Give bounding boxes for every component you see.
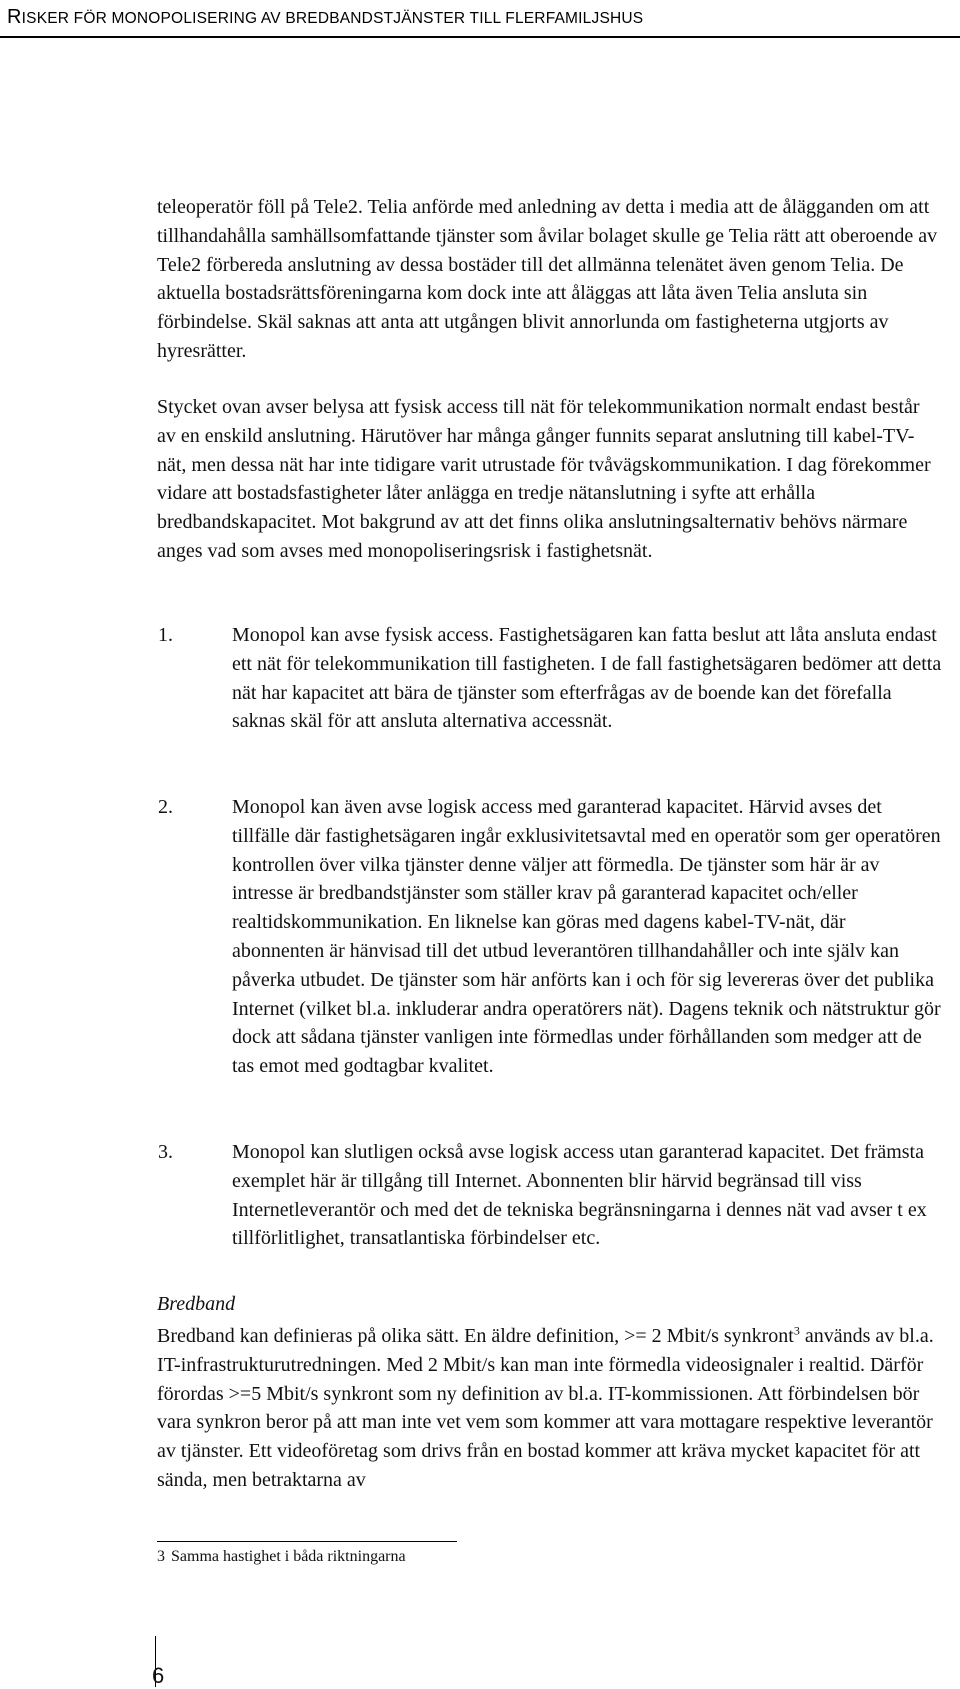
paragraph-2: Stycket ovan avser belysa att fysisk access till nät för telekommunikation normalt endast består av en enskild anslutning. Härutöver har många gånger funnits separat anslutning till kabel-TV-nät, men dessa nät har inte tidigare varit utrustade för tvåvägskommunikation. I dag förekommer vidare att bostadsfastigheter låter anlägga en tredje nätanslutning i syfte att erhålla bredbandskapacitet. Mot bakgrund av att det finns olika anslutningsalternativ behövs närmare anges vad som avses med monopoliseringsrisk i fastighetsnät. xyxy=(157,396,931,562)
footnote-text: Samma hastighet i båda riktningarna xyxy=(171,1548,406,1565)
list-item-number: 3. xyxy=(158,1141,173,1163)
paragraph-3-text-a: Bredband kan definieras på olika sätt. En äldre definition, >= 2 Mbit/s synkront xyxy=(157,1325,794,1347)
list-item-text: Monopol kan även avse logisk access med garanterad kapacitet. Härvid avses det tillfälle där fastighetsägaren ingår exklusivitetsavtal med en operatör som ger operatören kontrollen över vilka tjänster denne väljer att förmedla. De tjänster som här är av intresse är bredbandstjänster som ställer krav på garanterad kapacitet och/eller realtidskommunikation. En liknelse kan göras med dagens kabel-TV-nät, där abonnenten är hänvisad till det utbud leverantören tillhandahåller och inte själv kan påverka utbudet. De tjänster som här anförts kan i och för sig levereras över det publika Internet (vilket bl.a. inkluderar andra operatörers nät). Dagens teknik och nätstruktur gör dock att sådana tjänster vanligen inte förmedlas under förhållanden som medger att de tas emot med godtagbar kvalitet. xyxy=(232,796,941,1078)
list-item-text: Monopol kan avse fysisk access. Fastighetsägaren kan fatta beslut att låta ansluta endast ett nät för telekommunikation till fastigheten. I de fall fastighetsägaren bedömer att detta nät har kapacitet att bära de tjänster som efterfrågas av de boende kan det förefalla saknas skäl för att ansluta alternativa accessnät. xyxy=(232,624,942,733)
running-header xyxy=(7,6,643,29)
running-header-text: ISKER FÖR MONOPOLISERING AV BREDBANDSTJÄNSTER TILL FLERFAMILJSHUS xyxy=(21,10,644,27)
header-rule xyxy=(0,36,960,38)
paragraph-3 xyxy=(157,1322,941,1495)
section-heading: Bredband xyxy=(157,1293,236,1315)
footnote-rule xyxy=(157,1541,457,1542)
footnote-number: 3 xyxy=(157,1548,165,1565)
paragraph-3-text-b: används av bl.a. IT-infrastrukturutredningen. Med 2 Mbit/s kan man inte förmedla videosignaler i realtid. Därför förordas >=5 Mbit/s synkront som ny definition av bl.a. IT-kommissionen. Att förbindelsen bör vara synkron beror på att man inte vet vem som kommer att vara mottagare respektive leverantör av tjänster. Ett videoföretag som drivs från en bostad kommer att kräva mycket kapacitet för att sända, men betraktarna av xyxy=(157,1325,934,1491)
list-item-text: Monopol kan slutligen också avse logisk access utan garanterad kapacitet. Det främsta exemplet här är tillgång till Internet. Abonnenten blir härvid begränsad till viss Internetleverantör och med det de tekniska begränsningarna i dennes nät vad avser t ex tillförlitlighet, transatlantiska förbindelser etc. xyxy=(232,1141,927,1250)
list-item-number: 1. xyxy=(158,624,173,646)
list-item-number: 2. xyxy=(158,796,173,818)
page-number: 6 xyxy=(152,1663,165,1688)
footnote-reference: 3 xyxy=(793,1323,800,1338)
running-header-initial: R xyxy=(7,6,22,28)
paragraph-1: teleoperatör föll på Tele2. Telia anförde med anledning av detta i media att de ålägganden om att tillhandahålla samhällsomfattande tjänster som åvilar bolaget skulle ge Telia rätt att oberoende av Tele2 förbereda anslutning av dessa bostäder till det allmänna telenätet även genom Telia. De aktuella bostadsrättsföreningarna kom dock inte att åläggas att låta även Telia ansluta sin förbindelse. Skäl saknas att anta att utgången blivit annorlunda om fastigheterna utgjorts av hyresrätter. xyxy=(157,196,938,362)
footnote xyxy=(157,1548,406,1566)
